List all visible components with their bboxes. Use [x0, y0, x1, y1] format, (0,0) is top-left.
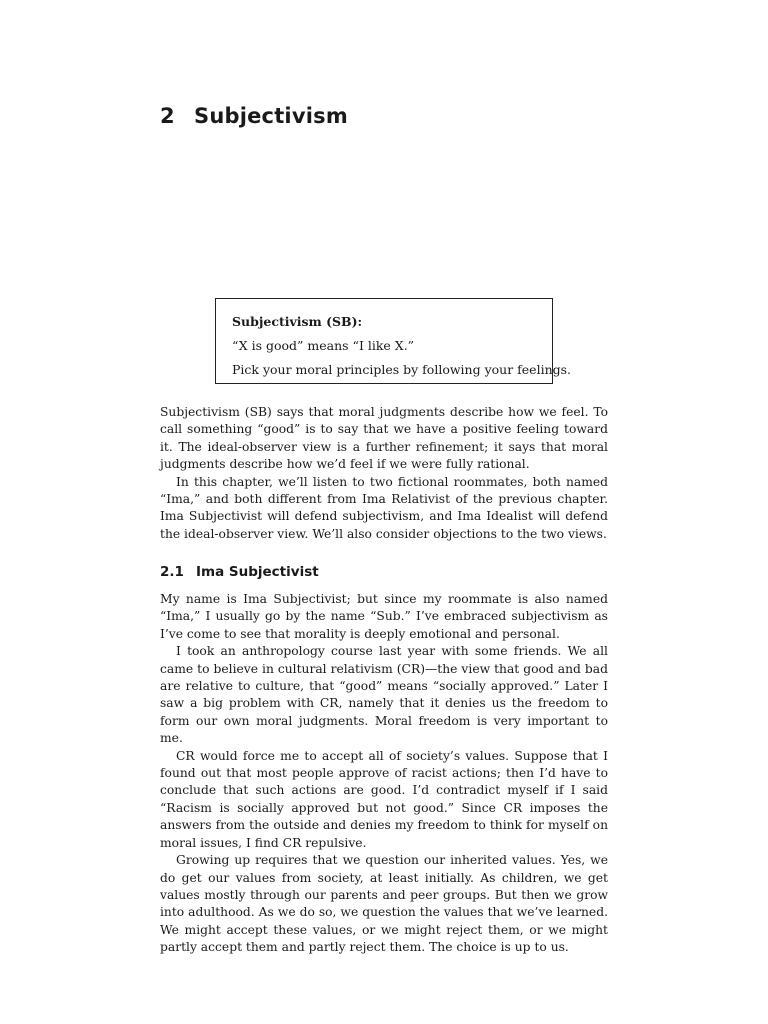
definition-box: [215, 298, 572, 384]
definition-principle: Pick your moral principles by following your feelings.: [232, 362, 572, 377]
chapter-number: 2: [160, 104, 175, 128]
paragraph: My name is Ima Subjectivist; but since my roommate is also named “Ima,” I usually go by the name “Sub.” I’ve embraced subjectivism as I’ve come to see that morality is deeply emotional and personal.: [160, 592, 608, 641]
intro-text: [160, 404, 608, 543]
definition-line: “X is good” means “I like X.”: [232, 338, 415, 353]
paragraph: I took an anthropology course last year with some friends. We all came to believe in cultural relativism (CR)—the view that good and bad are relative to culture, that “good” means “socially approved.” Later I saw a big problem with CR, namely that it denies us the freedom to form our own moral judgments. Moral freedom is very important to me.: [160, 644, 608, 746]
paragraph: In this chapter, we’ll listen to two fictional roommates, both named “Ima,” and both different from Ima Relativist of the previous chapter. Ima Subjectivist will defend subjectivism, and Ima Idealist will defend the ideal-observer view. We’ll also consider objections to the two views.: [160, 474, 608, 541]
paragraph: Subjectivism (SB) says that moral judgments describe how we feel. To call something “good” is to say that we have a positive feeling toward it. The ideal-observer view is a further refinement; it says that moral judgments describe how we’d feel if we were fully rational.: [160, 405, 608, 472]
section-heading: [160, 564, 319, 580]
section-text: [160, 591, 608, 957]
chapter-title-text: Subjectivism: [194, 104, 348, 128]
paragraph: Growing up requires that we question our inherited values. Yes, we do get our values from society, at least initially. As children, we get values mostly through our parents and peer groups. But then we grow into adulthood. As we do so, we question the values that we’ve learned. We might accept these values, or we might reject them, or we might partly accept them and partly reject them. The choice is up to us.: [160, 853, 608, 955]
chapter-title: [160, 104, 348, 128]
paragraph: CR would force me to accept all of society’s values. Suppose that I found out that most people approve of racist actions; then I’d have to conclude that such actions are good. I’d contradict myself if I said “Racism is socially approved but not good.” Since CR imposes the answers from the outside and denies my freedom to think for myself on moral issues, I find CR repulsive.: [160, 748, 608, 850]
section-title: Ima Subjectivist: [196, 564, 319, 580]
section-number: 2.1: [160, 564, 184, 580]
definition-title: Subjectivism (SB):: [232, 314, 363, 329]
